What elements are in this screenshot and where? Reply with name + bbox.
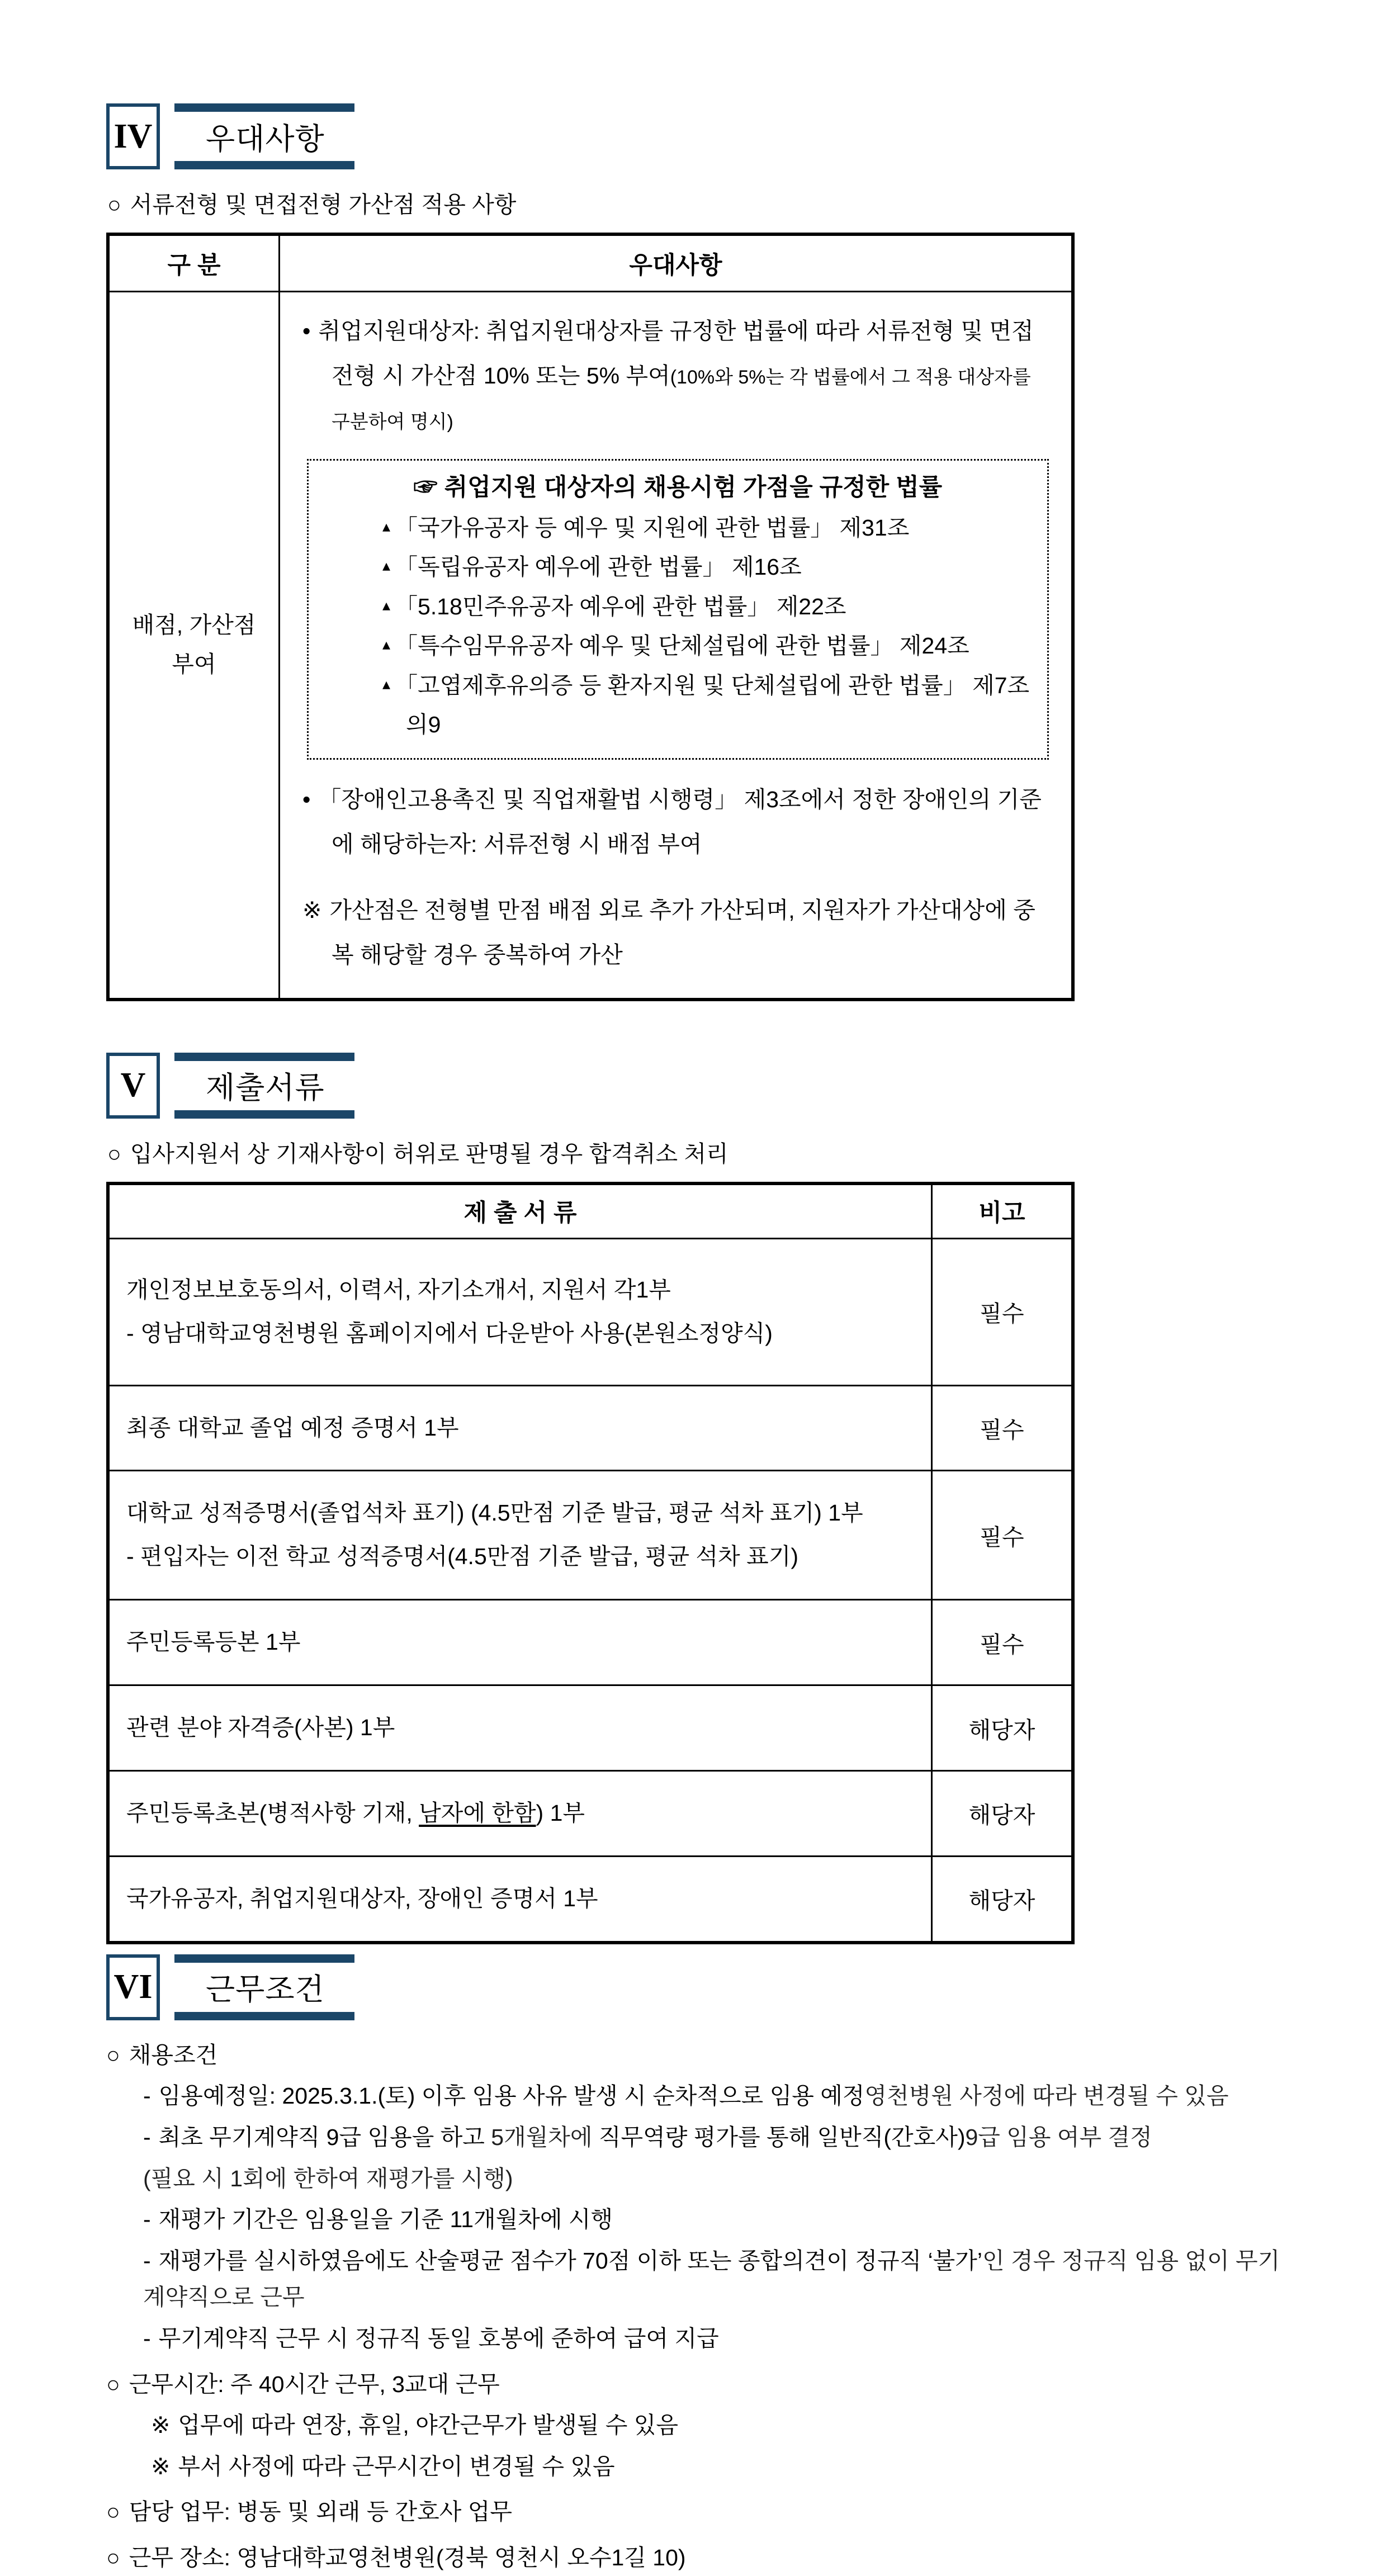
condition-subitem-salary: - 무기계약직 근무 시 정규직 동일 호봉에 준하여 급여 지급 xyxy=(143,2325,719,2351)
table-row xyxy=(108,1471,1073,1600)
table-row xyxy=(108,1238,1073,1385)
section-vi-header xyxy=(106,1954,1294,2020)
condition-item-workplace: ○ 근무 장소: 영남대학교영천병원(경북 영천시 오수1길 10) xyxy=(106,2544,686,2570)
law-item: ▴ 「5.18민주유공자 예우에 관한 법률」 제22조 xyxy=(382,593,846,619)
triangle-marker: ▴ xyxy=(382,675,391,693)
note-cell: 필수 xyxy=(932,1385,1073,1471)
document-cell: 최종 대학교 졸업 예정 증명서 1부 xyxy=(108,1385,932,1471)
table-row xyxy=(108,1685,1073,1771)
column-header-category: 구 분 xyxy=(108,234,280,292)
triangle-marker: ▴ xyxy=(382,636,391,654)
note-marker: ※ xyxy=(302,897,322,923)
circle-marker: ○ xyxy=(106,2042,120,2068)
preference-bullet-2: • 「장애인고용촉진 및 직업재활법 시행령」 제3조에서 정한 장애인의 기준에 해당하는자: 서류전형 시 배점 부여 xyxy=(302,787,1042,857)
dash-marker: - xyxy=(143,2083,151,2109)
section-iv-numeral: IV xyxy=(106,103,160,169)
document-cell: 주민등록등본 1부 xyxy=(108,1600,932,1685)
condition-item-duty: ○ 담당 업무: 병동 및 외래 등 간호사 업무 xyxy=(106,2499,512,2525)
dash-marker: - xyxy=(143,2124,151,2150)
preference-table xyxy=(106,233,1075,1001)
working-conditions-list xyxy=(106,2037,1294,2576)
section-iv-intro: ○ 서류전형 및 면접전형 가산점 적용 사항 xyxy=(107,192,517,217)
preference-note: ※ 가산점은 전형별 만점 배점 외로 추가 가산되며, 지원자가 가산대상에 중복 해당할 경우 중복하여 가산 xyxy=(302,897,1035,968)
document-cell: 대학교 성적증명서(졸업석차 표기) (4.5만점 기준 발급, 평균 석차 표기) 1부 - 편입자는 이전 학교 성적증명서(4.5만점 기준 발급, 평균 석차 표기) xyxy=(108,1471,932,1600)
document-cell: 주민등록초본(병적사항 기재, 남자에 한함) 1부 xyxy=(108,1770,932,1856)
condition-subitem-appointment-date: - 임용예정일: 2025.3.1.(토) 이후 임용 사유 발생 시 순차적으로 임용 예정영천병원 사정에 따라 변경될 수 있음 xyxy=(143,2083,1229,2109)
condition-subitem-reevaluation-note: (필요 시 1회에 한하여 재평가를 시행) xyxy=(143,2165,513,2191)
condition-item-worktime: ○ 근무시간: 주 40시간 근무, 3교대 근무 xyxy=(106,2371,500,2397)
dash-marker: - xyxy=(143,2206,151,2233)
condition-subitem-initial-grade: - 최초 무기계약직 9급 임용을 하고 5개월차에 직무역량 평가를 통해 일반직(간호사)9급 임용 여부 결정 xyxy=(143,2124,1152,2150)
condition-note-schedule-change: ※ 부서 사정에 따라 근무시간이 변경될 수 있음 xyxy=(151,2453,615,2479)
underlined-text: 남자에 한함 xyxy=(419,1800,536,1826)
note-cell: 필수 xyxy=(932,1600,1073,1685)
preference-details xyxy=(280,292,1073,1000)
table-row xyxy=(108,1385,1073,1471)
bullet-marker: • xyxy=(302,318,311,344)
dash-marker: - xyxy=(143,2325,151,2351)
section-v-intro: ○ 입사지원서 상 기재사항이 허위로 판명될 경우 합격취소 처리 xyxy=(107,1140,729,1167)
section-v-numeral: V xyxy=(106,1053,160,1119)
law-item: ▴ 「고엽제후유의증 등 환자지원 및 단체설립에 관한 법률」 제7조의9 xyxy=(382,672,1030,738)
section-iv-header xyxy=(106,103,1294,169)
table-row xyxy=(108,1770,1073,1856)
condition-subitem-reevaluation-result: - 재평가를 실시하였음에도 산술평균 점수가 70점 이하 또는 종합의견이 정규직 ‘불가’인 경우 정규직 임용 없이 무기계약직으로 근무 xyxy=(143,2247,1280,2310)
column-header-note: 비고 xyxy=(932,1183,1073,1239)
section-iv-title: 우대사항 xyxy=(174,103,354,169)
column-header-preference: 우대사항 xyxy=(280,234,1073,292)
section-vi-numeral: VI xyxy=(106,1954,160,2020)
circle-marker: ○ xyxy=(107,192,121,217)
note-marker: ※ xyxy=(151,2453,171,2479)
law-item: ▴ 「독립유공자 예우에 관한 법률」 제16조 xyxy=(382,554,802,580)
section-vi-title: 근무조건 xyxy=(174,1954,354,2020)
section-documents xyxy=(106,1053,1294,1944)
preference-bullet-1: • 취업지원대상자: 취업지원대상자를 규정한 법률에 따라 서류전형 및 면접전형 시 가산점 10% 또는 5% 부여(10%와 5%는 각 법률에서 그 적용 대상자를 구분하여 명시) xyxy=(302,318,1034,433)
note-cell: 해당자 xyxy=(932,1856,1073,1942)
circle-marker: ○ xyxy=(107,1140,121,1167)
triangle-marker: ▴ xyxy=(382,557,391,575)
condition-item-recruit: ○ 채용조건 xyxy=(106,2042,218,2068)
section-v-header xyxy=(106,1053,1294,1119)
note-cell: 해당자 xyxy=(932,1770,1073,1856)
row-label: 배점, 가산점 부여 xyxy=(108,292,280,1000)
circle-marker: ○ xyxy=(106,2544,120,2570)
law-item: ▴ 「특수임무유공자 예우 및 단체설립에 관한 법률」 제24조 xyxy=(382,633,969,659)
section-conditions xyxy=(106,1954,1294,2576)
document-cell: 국가유공자, 취업지원대상자, 장애인 증명서 1부 xyxy=(108,1856,932,1942)
document-cell: 관련 분야 자격증(사본) 1부 xyxy=(108,1685,932,1771)
condition-note-overtime: ※ 업무에 따라 연장, 휴일, 야간근무가 발생될 수 있음 xyxy=(151,2412,678,2438)
dash-marker: - xyxy=(143,2247,151,2274)
document-cell: 개인정보보호동의서, 이력서, 자기소개서, 지원서 각1부 - 영남대학교영천병원 홈페이지에서 다운받아 사용(본원소정양식) xyxy=(108,1238,932,1385)
column-header-documents: 제 출 서 류 xyxy=(108,1183,932,1239)
documents-table xyxy=(106,1182,1075,1944)
table-row xyxy=(108,1856,1073,1942)
triangle-marker: ▴ xyxy=(382,517,391,535)
circle-marker: ○ xyxy=(106,2371,120,2397)
table-row xyxy=(108,1600,1073,1685)
law-reference-box xyxy=(307,459,1049,760)
note-marker: ※ xyxy=(151,2412,171,2438)
note-cell: 필수 xyxy=(932,1238,1073,1385)
law-item: ▴ 「국가유공자 등 예우 및 지원에 관한 법률」 제31조 xyxy=(382,514,910,541)
bullet-marker: • xyxy=(302,787,311,812)
triangle-marker: ▴ xyxy=(382,596,391,614)
section-v-title: 제출서류 xyxy=(174,1053,354,1119)
table-row xyxy=(108,292,1073,1000)
circle-marker: ○ xyxy=(106,2499,120,2525)
note-cell: 해당자 xyxy=(932,1685,1073,1771)
section-preferences xyxy=(106,103,1294,1001)
law-box-title: ☞ 취업지원 대상자의 채용시험 가점을 규정한 법률 xyxy=(413,473,943,501)
note-cell: 필수 xyxy=(932,1471,1073,1600)
condition-subitem-reevaluation-period: - 재평가 기간은 임용일을 기준 11개월차에 시행 xyxy=(143,2206,613,2233)
